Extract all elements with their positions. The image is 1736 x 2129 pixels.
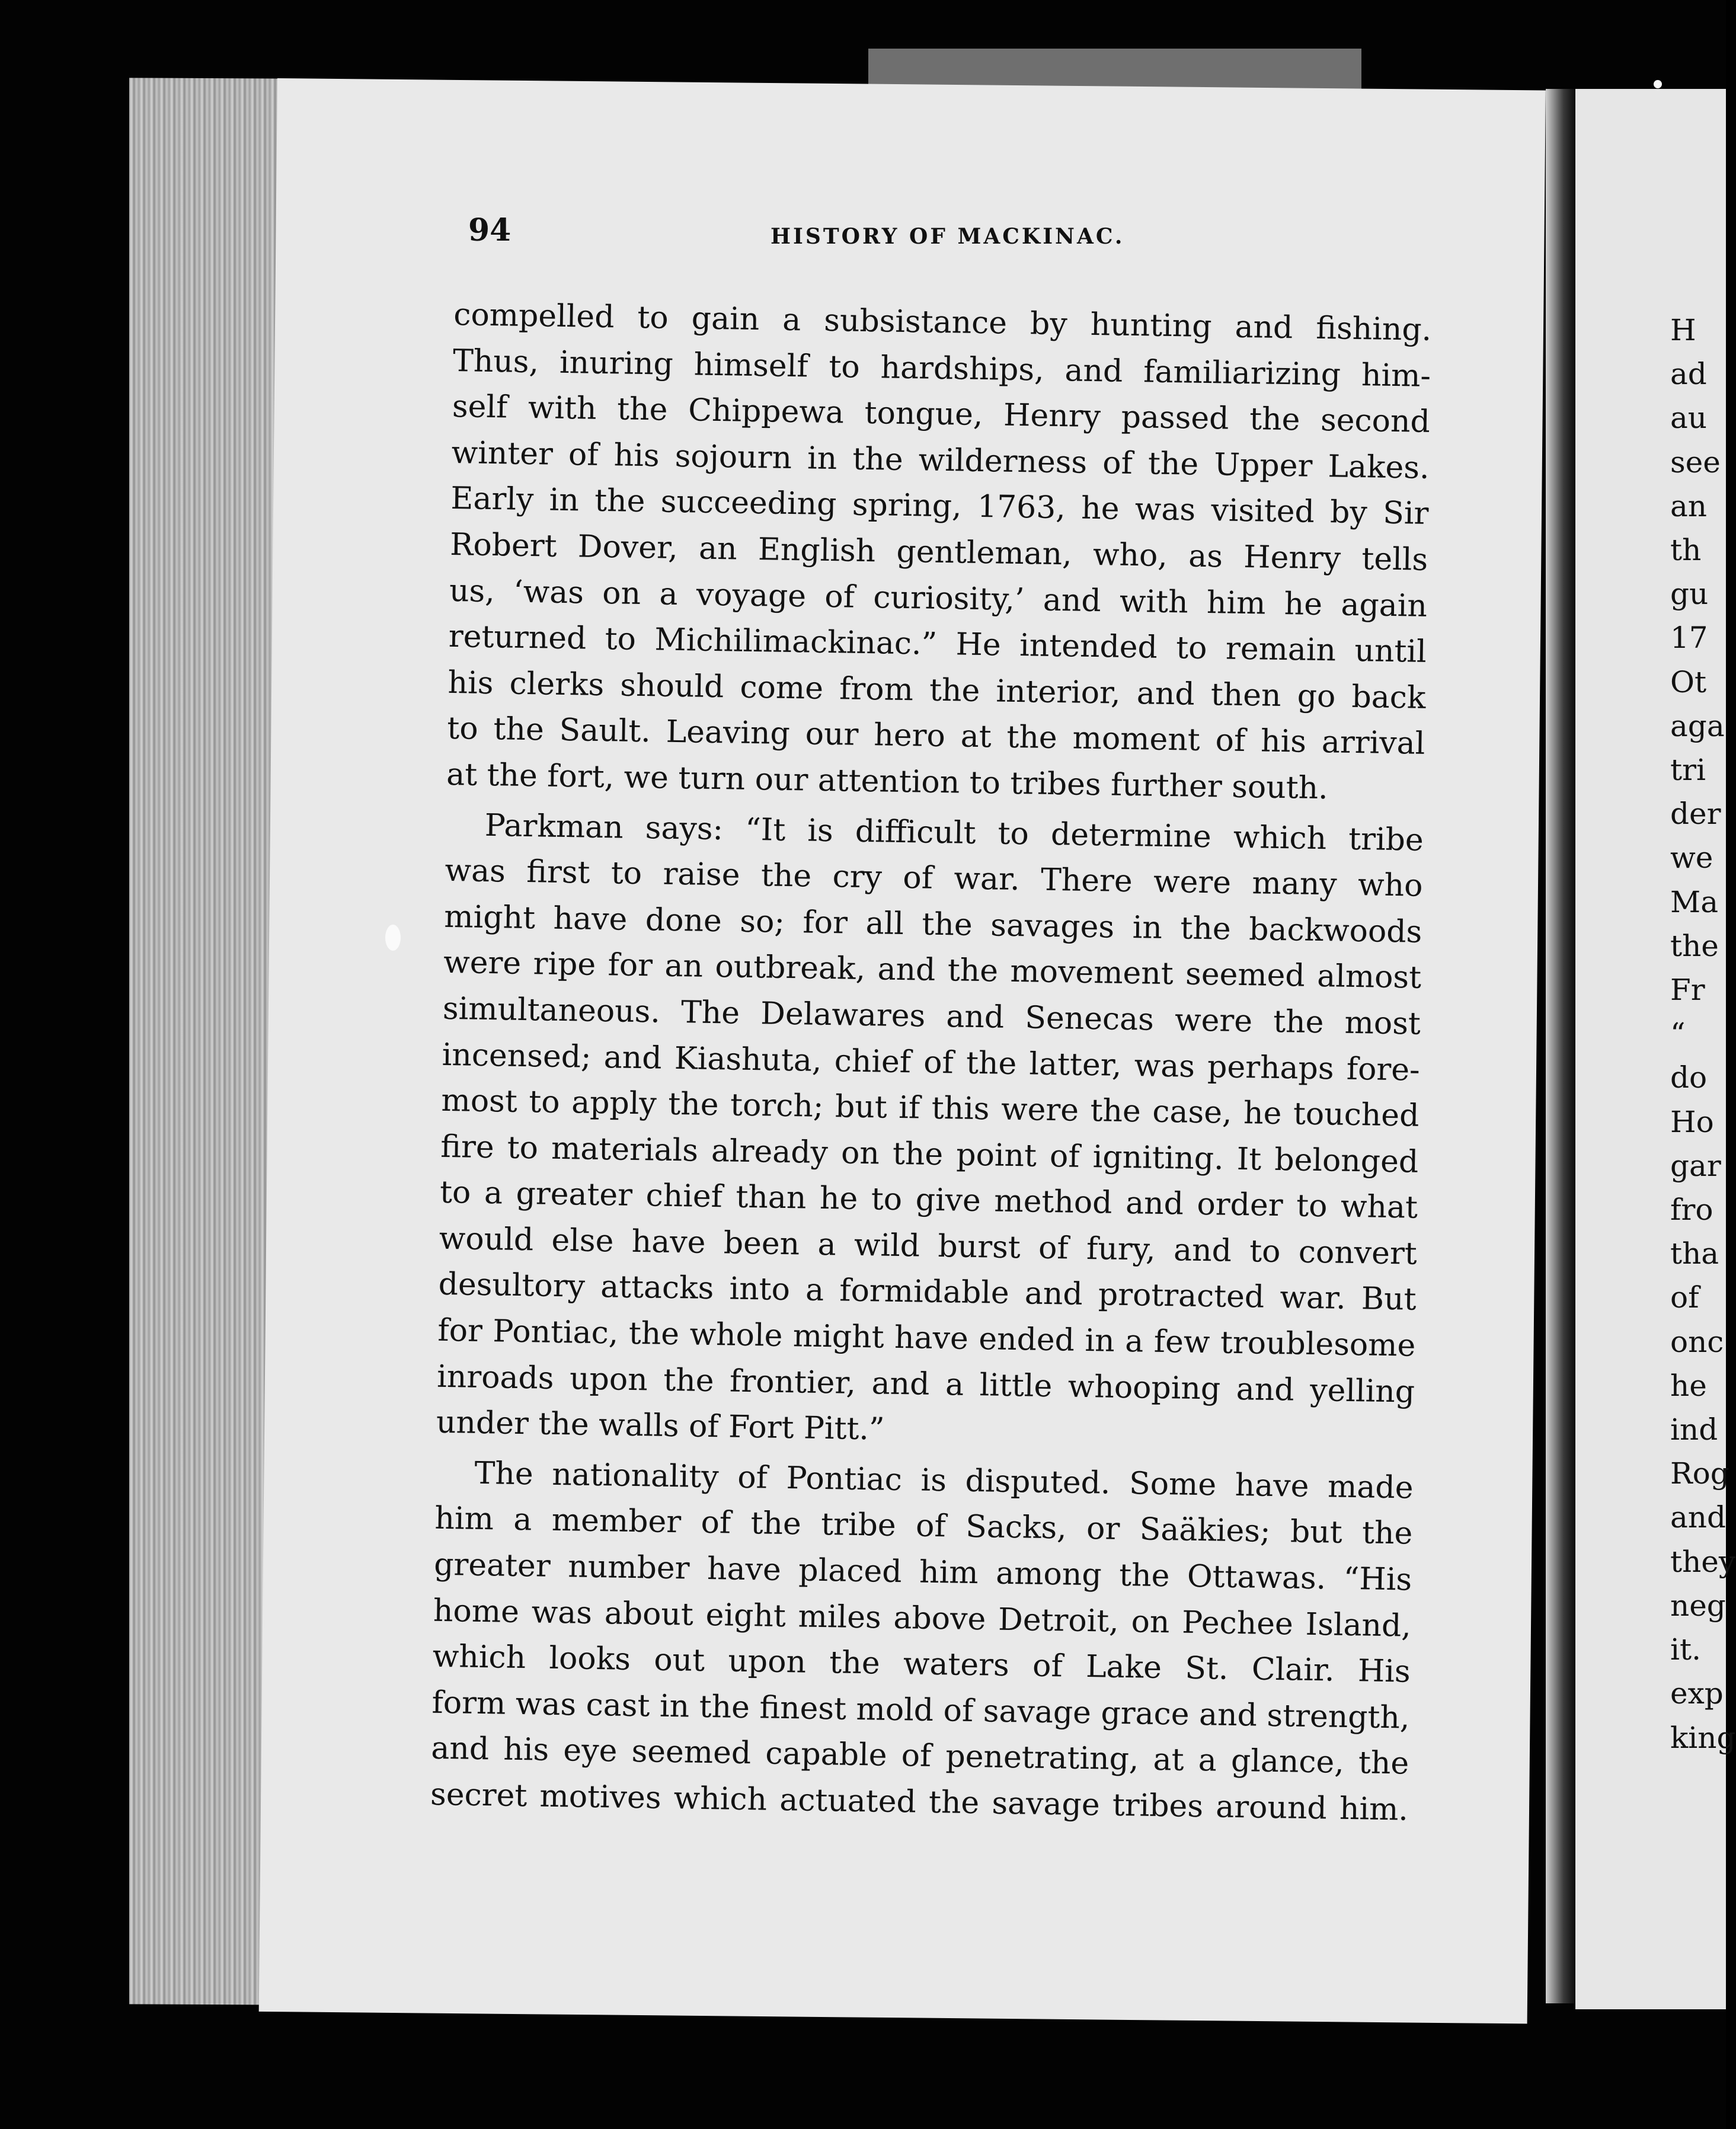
fragment: fro [1670, 1193, 1713, 1227]
text-line: Early in the succeeding spring, 1763, he was visited by Sir [450, 481, 1429, 532]
text-line: Parkman says: “It is difficult to determine which tribe [484, 807, 1424, 858]
fragment: Ho [1670, 1104, 1714, 1139]
text-line: might have done so; for all the savages in the backwoods [443, 899, 1422, 950]
fragment: H [1670, 313, 1696, 347]
fragment: see [1670, 445, 1721, 479]
paragraph-2 [436, 802, 1424, 1461]
fragment: gar [1670, 1148, 1721, 1183]
fragment: king [1670, 1720, 1736, 1755]
running-head [468, 212, 1428, 254]
book-gutter [1546, 89, 1575, 2003]
text-line: secret motives which actuated the savage tribes around him. [430, 1776, 1409, 1828]
fragment: aga [1670, 708, 1725, 743]
fragment: ind [1670, 1412, 1718, 1447]
text-line: at the fort, we turn our attention to tribes further south. [446, 756, 1329, 807]
text-line: simultaneous. The Delawares and Senecas were the most [442, 990, 1421, 1042]
text-line: to a greater chief than he to give method and order to what [439, 1175, 1418, 1226]
fragment: au [1670, 401, 1708, 436]
text-line: would else have been a wild burst of fury, and to convert [439, 1220, 1418, 1272]
text-line: Thus, inuring himself to hardships, and familiarizing him- [452, 343, 1431, 394]
text-line: home was about eight miles above Detroit, on Pechee Island, [433, 1593, 1412, 1644]
fragment: Fr [1670, 973, 1705, 1008]
text-line: self with the Chippewa tongue, Henry passed the second [452, 389, 1431, 440]
fragment: Ma [1670, 884, 1719, 919]
text-line: which looks out upon the waters of Lake St. Clair. His [432, 1638, 1411, 1690]
fragment: Ot [1670, 664, 1707, 699]
text-line: for Pontiac, the whole might have ended in a few troublesome [437, 1312, 1416, 1364]
fragment: they [1670, 1544, 1736, 1579]
paragraph-3 [430, 1450, 1414, 1834]
fragment: of [1670, 1280, 1699, 1315]
text-line: The nationality of Pontiac is disputed. Some have made [474, 1455, 1414, 1506]
text-line: his clerks should come from the interior, and then go back [447, 664, 1426, 716]
facing-page-text [1670, 308, 1736, 1760]
fragment: onc [1670, 1324, 1724, 1359]
text-line: and his eye seemed capable of penetrating, at a glance, the [430, 1731, 1409, 1782]
text-line: compelled to gain a subsistance by hunting and fishing. [453, 296, 1432, 348]
book-page-edges [129, 78, 283, 2005]
fragment: the [1670, 928, 1719, 963]
fragment: do [1670, 1060, 1708, 1095]
fragment: ad [1670, 357, 1707, 392]
fragment: tha [1670, 1236, 1719, 1271]
scanner-tab [868, 49, 1361, 90]
text-line: was first to raise the cry of war. There were many who [445, 853, 1423, 904]
fragment: Rog [1670, 1456, 1729, 1491]
scan-speck [1654, 80, 1662, 88]
fragment: gu [1670, 577, 1709, 612]
text-line: most to apply the torch; but if this were the case, he touched [441, 1082, 1420, 1134]
paragraph-1 [446, 292, 1432, 813]
fragment: he [1670, 1368, 1707, 1403]
text-line: inroads upon the frontier, and a little whooping and yelling [436, 1358, 1415, 1410]
scan-speck [385, 925, 401, 951]
page-title: HISTORY OF MACKINAC. [771, 224, 1125, 249]
text-line: returned to Michilimackinac.” He intended to remain until [448, 619, 1427, 670]
fragment: 17 [1670, 621, 1708, 656]
text-line: us, ‘was on a voyage of curiosity,’ and with him he again [449, 573, 1428, 624]
fragment: we [1670, 840, 1713, 875]
fragment: th [1670, 533, 1702, 568]
fragment: der [1670, 797, 1721, 832]
text-line: desultory attacks into a formidable and protracted war. But [438, 1267, 1417, 1318]
text-line: greater number have placed him among the Ottawas. “His [433, 1546, 1412, 1598]
fragment: tri [1670, 753, 1706, 788]
fragment: and [1670, 1500, 1727, 1535]
fragment: neg [1670, 1588, 1726, 1623]
text-line: to the Sault. Leaving our hero at the moment of his arrival [446, 711, 1425, 762]
text-line: form was cast in the finest mold of savage grace and strength, [431, 1684, 1410, 1736]
text-line: were ripe for an outbreak, and the movement seemed almost [443, 945, 1422, 996]
text-line: under the walls of Fort Pitt.” [436, 1405, 885, 1447]
page-number: 94 [468, 212, 511, 248]
text-line: incensed; and Kiashuta, chief of the latter, was perhaps fore- [442, 1037, 1421, 1088]
text-line: winter of his sojourn in the wilderness of the Upper Lakes. [451, 434, 1430, 486]
fragment: exp [1670, 1676, 1724, 1711]
body-text [430, 292, 1431, 1837]
fragment: it. [1670, 1632, 1701, 1667]
text-line: Robert Dover, an English gentleman, who, as Henry tells [449, 526, 1428, 578]
text-line: him a member of the tribe of Sacks, or Saäkies; but the [434, 1501, 1413, 1552]
fragment: “ [1670, 1016, 1686, 1051]
text-line: fire to materials already on the point of igniting. It belonged [440, 1129, 1419, 1180]
fragment: an [1670, 488, 1708, 523]
